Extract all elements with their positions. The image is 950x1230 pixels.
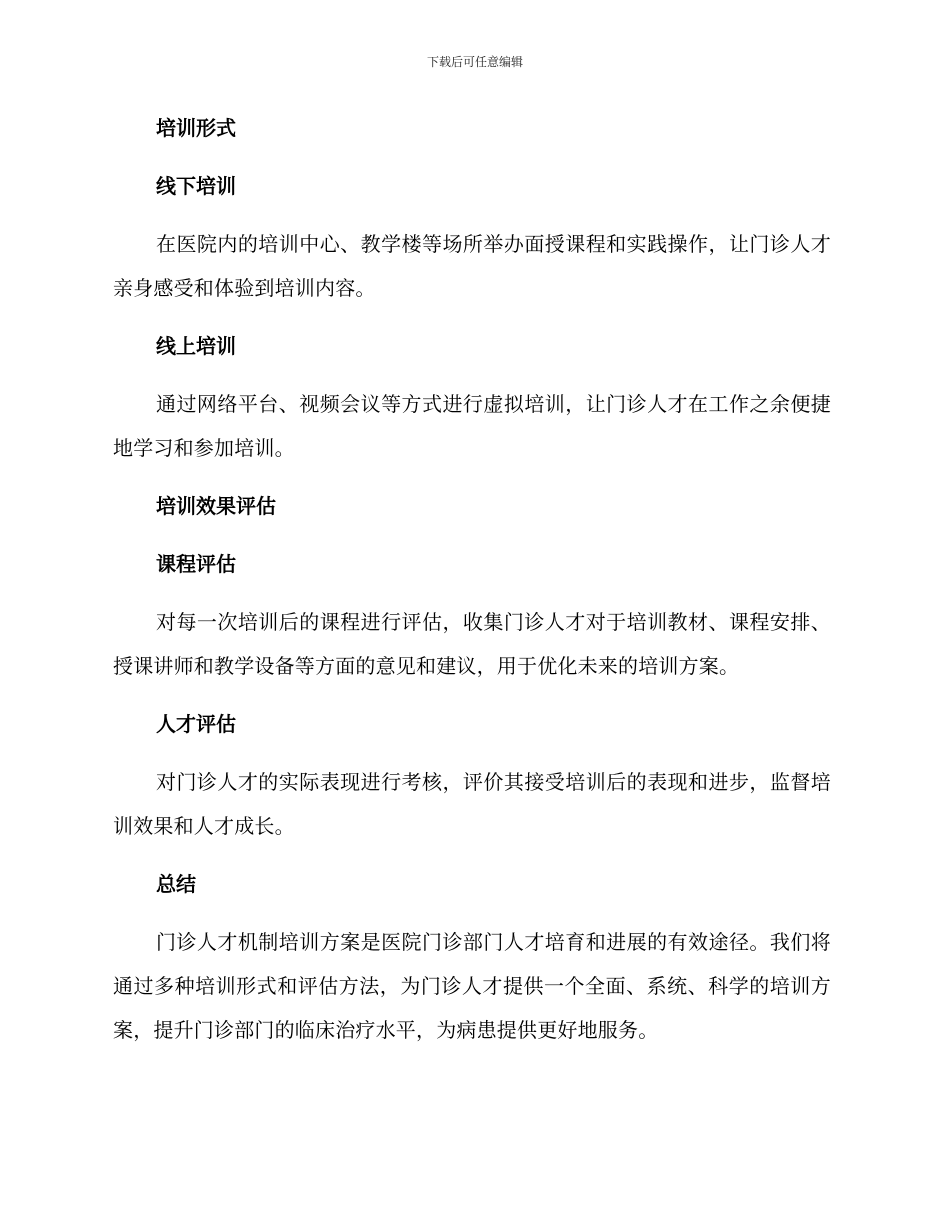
paragraph-course-evaluation: 对每一次培训后的课程进行评估，收集门诊人才对于培训教材、课程安排、授课讲师和教学设备等方面的意见和建议，用于优化未来的培训方案。	[113, 610, 831, 678]
paragraph-talent-evaluation: 对门诊人才的实际表现进行考核，评价其接受培训后的表现和进步，监督培训效果和人才成长。	[113, 770, 831, 838]
heading-online-training: 线上培训	[156, 334, 236, 358]
paragraph-online-training: 通过网络平台、视频会议等方式进行虚拟培训，让门诊人才在工作之余便捷地学习和参加培训。	[113, 392, 831, 460]
heading-course-evaluation: 课程评估	[156, 552, 236, 576]
heading-talent-evaluation: 人才评估	[156, 712, 236, 736]
document-body	[113, 114, 831, 1074]
page-header-note: 下载后可任意编辑	[426, 55, 523, 69]
paragraph-offline-training: 在医院内的培训中心、教学楼等场所举办面授课程和实践操作，让门诊人才亲身感受和体验到培训内容。	[113, 232, 831, 300]
heading-training-form: 培训形式	[156, 116, 236, 140]
heading-offline-training: 线下培训	[156, 174, 236, 198]
heading-summary: 总结	[156, 872, 196, 896]
heading-training-evaluation: 培训效果评估	[156, 494, 276, 518]
paragraph-summary: 门诊人才机制培训方案是医院门诊部门人才培育和进展的有效途径。我们将通过多种培训形式和评估方法，为门诊人才提供一个全面、系统、科学的培训方案，提升门诊部门的临床治疗水平，为病患提供更好地服务。	[113, 930, 831, 1042]
